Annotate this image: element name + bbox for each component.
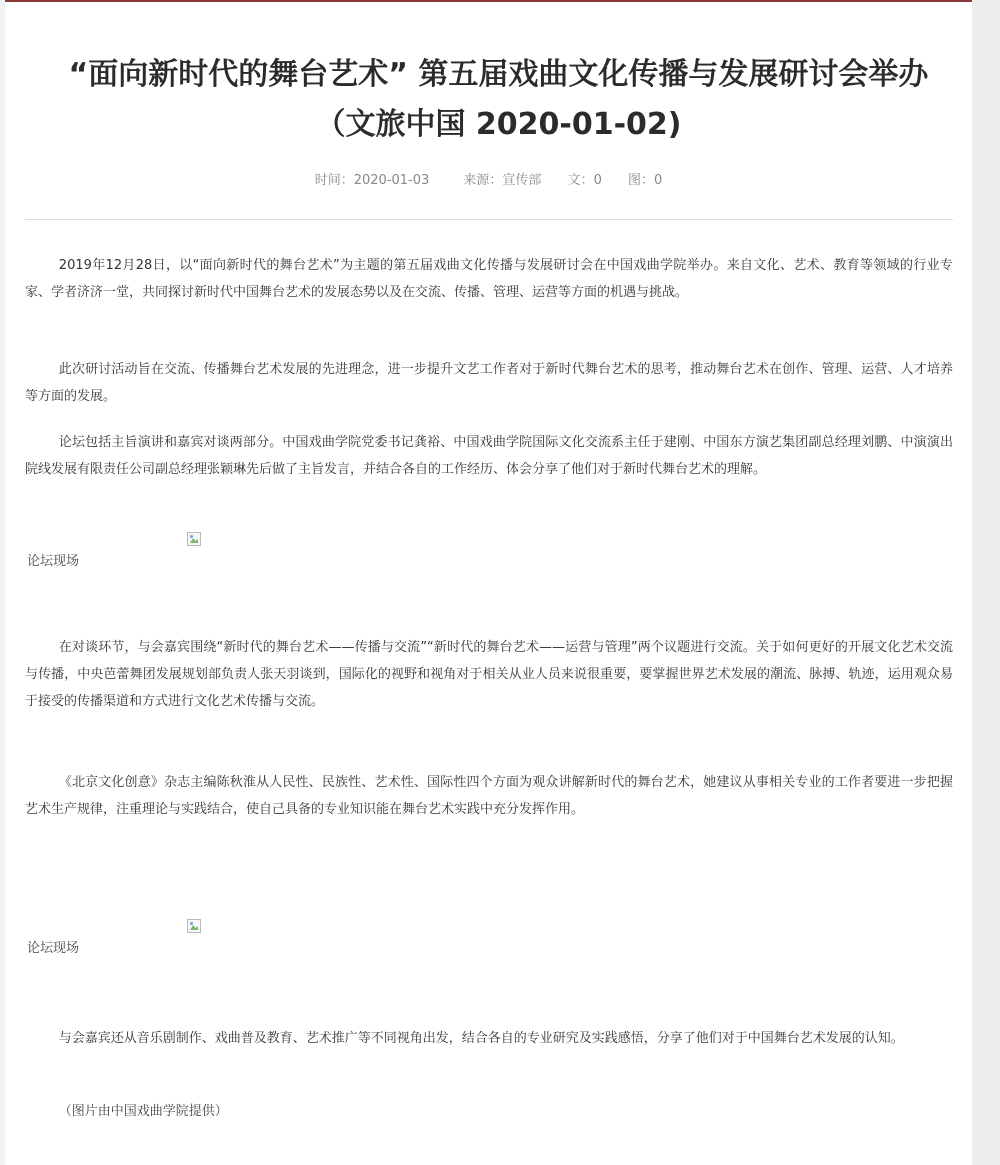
meta-source: 来源：宣传部 <box>463 173 542 188</box>
broken-image-icon <box>187 532 201 546</box>
image-caption-2: 论坛现场 <box>27 941 80 956</box>
meta-text-count: 文：0 <box>567 173 602 188</box>
article-title: “面向新时代的舞台艺术” 第五届戏曲文化传播与发展研讨会举办（文旅中国 2020-01-02) <box>68 57 929 142</box>
paragraph-6: 与会嘉宾还从音乐剧制作、戏曲普及教育、艺术推广等不同视角出发，结合各自的专业研究及实践感悟，分享了他们对于中国舞台艺术发展的认知。 <box>58 1031 904 1046</box>
title-divider <box>25 219 953 220</box>
broken-image-icon <box>187 919 201 933</box>
meta-time: 时间：2020-01-03 <box>314 173 430 188</box>
article-page <box>5 0 972 1165</box>
meta-image-count: 图：0 <box>628 173 663 188</box>
image-credit: （图片由中国戏曲学院提供） <box>58 1104 228 1119</box>
paragraph-4: 在对谈环节，与会嘉宾围绕“新时代的舞台艺术——传播与交流”“新时代的舞台艺术——运营与管理”两个议题进行交流。关于如何更好的开展文化艺术交流与传播，中央芭蕾舞团发展规划部负责人张天羽谈到，国际化的视野和视角对于相关从业人员来说很重要，要掌握世界艺术发展的潮流、脉搏、轨迹，运用观众易于接受的传播渠道和方式进行文化艺术传播与交流。 <box>25 640 953 709</box>
paragraph-2: 此次研讨活动旨在交流、传播舞台艺术发展的先进理念，进一步提升文艺工作者对于新时代舞台艺术的思考，推动舞台艺术在创作、管理、运营、人才培养等方面的发展。 <box>25 362 953 404</box>
paragraph-5: 《北京文化创意》杂志主编陈秋淮从人民性、民族性、艺术性、国际性四个方面为观众讲解新时代的舞台艺术，她建议从事相关专业的工作者要进一步把握艺术生产规律，注重理论与实践结合，使自己具备的专业知识能在舞台艺术实践中充分发挥作用。 <box>25 775 953 817</box>
paragraph-1: 2019年12月28日，以“面向新时代的舞台艺术”为主题的第五届戏曲文化传播与发展研讨会在中国戏曲学院举办。来自文化、艺术、教育等领域的行业专家、学者济济一堂，共同探讨新时代中国舞台艺术的发展态势以及在交流、传播、管理、运营等方面的机遇与挑战。 <box>25 258 953 300</box>
article-meta <box>5 172 972 190</box>
paragraph-3: 论坛包括主旨演讲和嘉宾对谈两部分。中国戏曲学院党委书记龚裕、中国戏曲学院国际文化交流系主任于建刚、中国东方演艺集团副总经理刘鹏、中演演出院线发展有限责任公司副总经理张颖琳先后做了主旨发言，并结合各自的工作经历、体会分享了他们对于新时代舞台艺术的理解。 <box>25 435 953 477</box>
page-scrollbar[interactable] <box>972 0 1000 1165</box>
image-caption-1: 论坛现场 <box>27 554 80 569</box>
